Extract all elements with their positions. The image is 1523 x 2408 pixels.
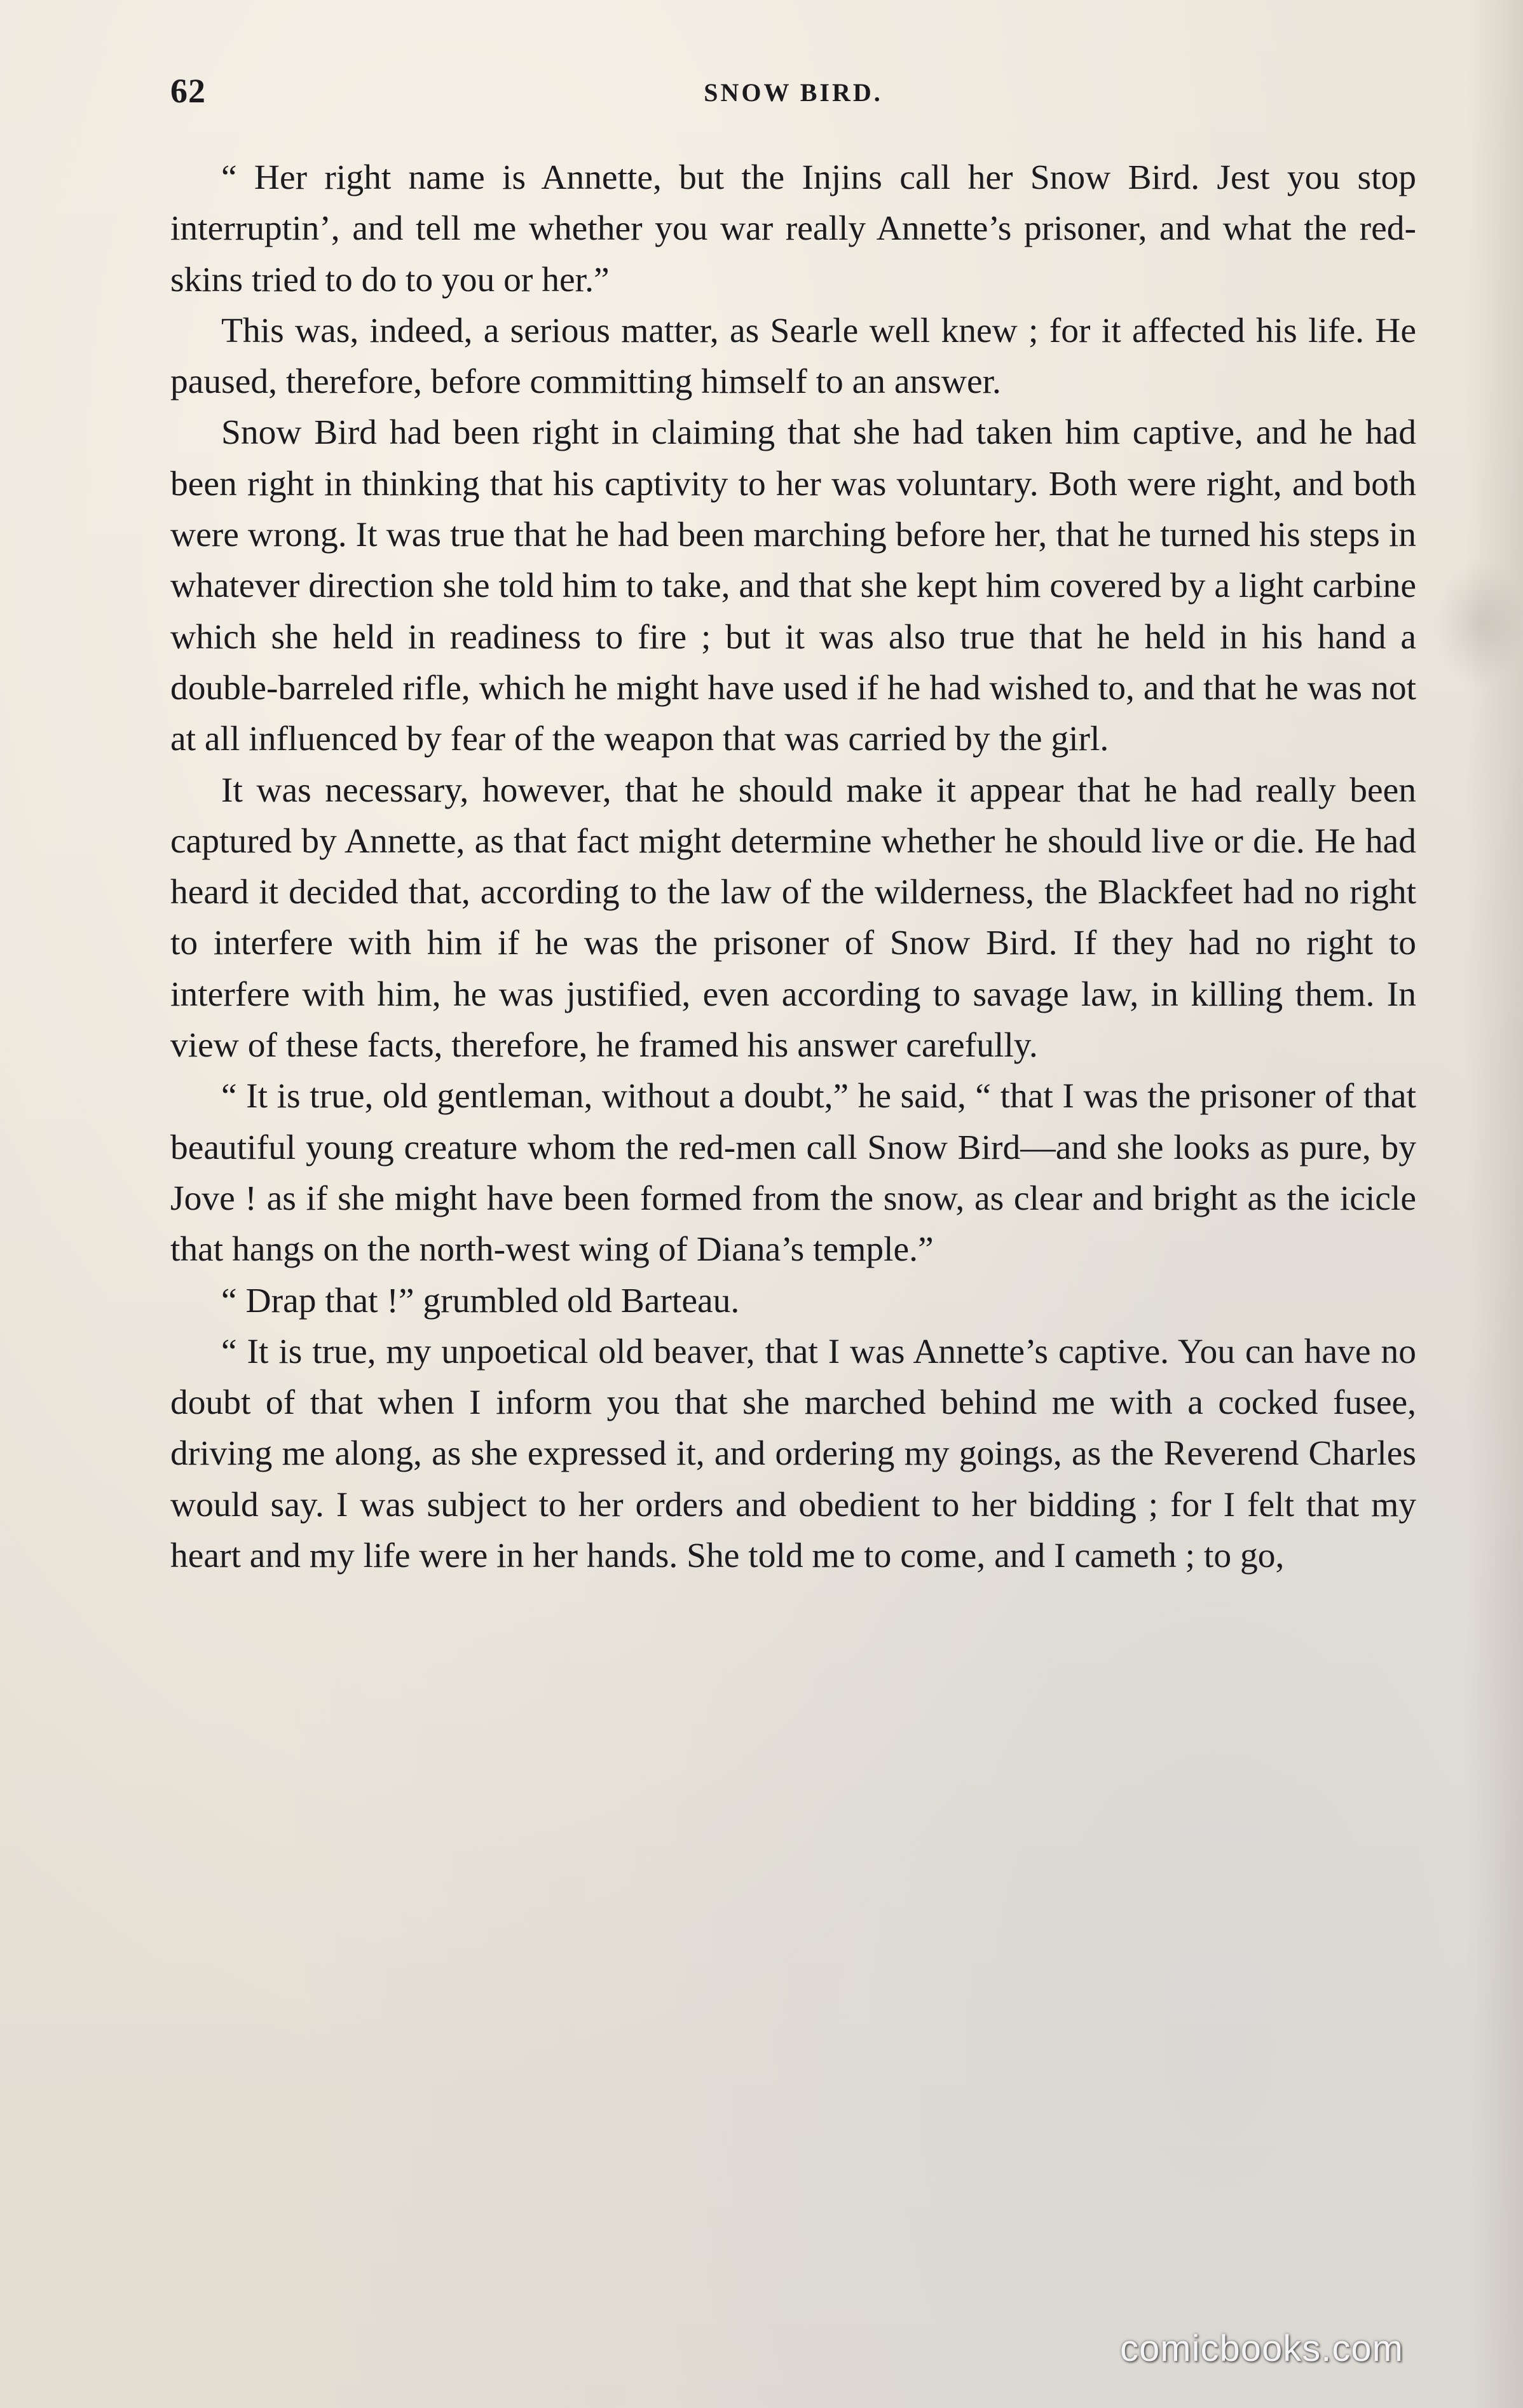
paragraph: Snow Bird had been right in claiming that she had taken him captive, and he had been right in thinking that his captivity to her was voluntary. Both were right, and both were wrong. It was true that he had been marching before her, that he turned his steps in whatever direction she told him to take, and that she kept him covered by a light carbine which she held in readiness to fire ; but it was also true that he held in his hand a double-barreled rifle, which he might have used if he had wished to, and that he was not at all influenced by fear of the weapon that was carried by the girl. bbox=[170, 413, 1416, 759]
paragraph: “ It is true, old gentleman, without a doubt,” he said, “ that I was the prisoner of that beautiful young creature whom the red-men call Snow Bird—and she looks as pure, by Jove ! as if she might have been formed from the snow, as clear and bright as the icicle that hangs on the north-west wing of Diana’s temple.” bbox=[170, 1077, 1416, 1269]
paragraph: It was necessary, however, that he should make it appear that he had really been captured by Annette, as that fact might determine whether he should live or die. He had heard it decided that, according to the law of the wilderness, the Blackfeet had no right to interfere with him if he was the prisoner of Snow Bird. If they had no right to interfere with him, he was justified, even according to savage law, in killing them. In view of these facts, therefore, he framed his answer carefully. bbox=[170, 770, 1416, 1065]
running-head: SNOW BIRD. bbox=[704, 78, 883, 107]
paragraph: “ Her right name is Annette, but the Injins call her Snow Bird. Jest you stop interruptin’, and tell me whether you war really Annette’s prisoner, and what the red-skins tried to do to you or her.” bbox=[170, 158, 1416, 299]
paragraph: “ It is true, my unpoetical old beaver, that I was Annette’s captive. You can have no doubt of that when I inform you that she marched behind me with a cocked fusee, driving me along, as she expressed it, and ordering my goings, as the Reverend Charles would say. I was subject to her orders and obedient to her bidding ; for I felt that my heart and my life were in her hands. She told me to come, and I cameth ; to go, bbox=[170, 1332, 1416, 1576]
watermark: comicbooks.com bbox=[1120, 2328, 1403, 2369]
page-number: 62 bbox=[170, 72, 206, 110]
body-text bbox=[170, 153, 1416, 1582]
page-header bbox=[170, 71, 1416, 116]
page-edge-shadow bbox=[1466, 0, 1523, 2408]
paragraph: This was, indeed, a serious matter, as Searle well knew ; for it affected his life. He paused, therefore, before committing himself to an answer. bbox=[170, 311, 1416, 402]
paragraph: “ Drap that !” grumbled old Barteau. bbox=[221, 1281, 740, 1320]
page-stain bbox=[1437, 559, 1523, 687]
